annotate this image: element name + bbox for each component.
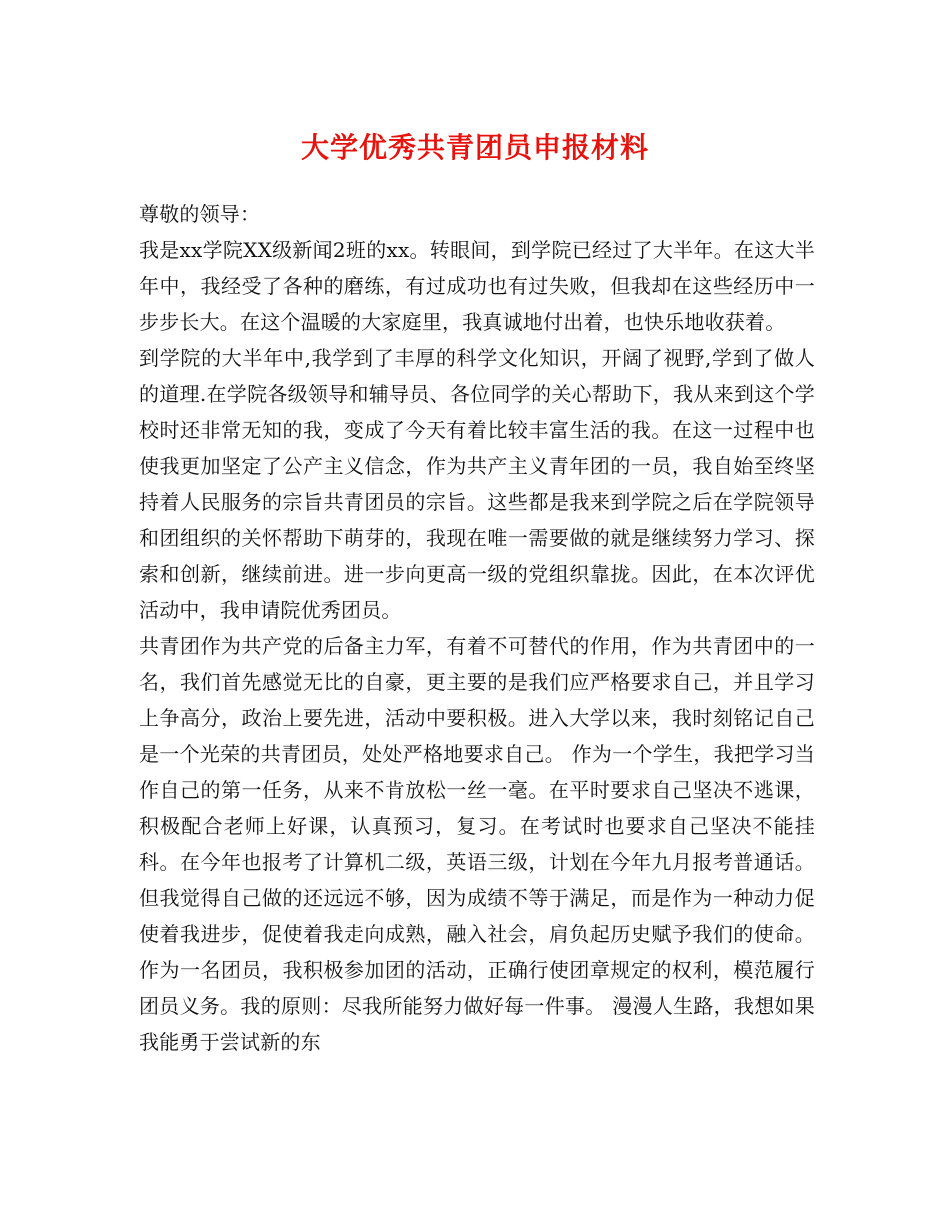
document-body xyxy=(139,196,815,1060)
paragraph-1: 我是xx学院XX级新闻2班的xx。转眼间，到学院已经过了大半年。在这大半年中，我经受了各种的磨练，有过成功也有过失败，但我却在这些经历中一步步长大。在这个温暖的大家庭里，我真诚地付出着，也快乐地收获着。 xyxy=(139,238,815,334)
salutation: 尊敬的领导： xyxy=(139,202,261,226)
paragraph-3: 共青团作为共产党的后备主力军，有着不可替代的作用，作为共青团中的一名，我们首先感觉无比的自豪，更主要的是我们应严格要求自己，并且学习上争高分，政治上要先进，活动中要积极。进入大学以来，我时刻铭记自己是一个光荣的共青团员，处处严格地要求自己。 作为一个学生，我把学习当作自己的第一任务，从来不肯放松一丝一毫。在平时要求自己坚决不逃课，积极配合老师上好课，认真预习，复习。在考试时也要求自己坚决不能挂科。在今年也报考了计算机二级，英语三级，计划在今年九月报考普通话。但我觉得自己做的还远远不够，因为成绩不等于满足，而是作为一种动力促使着我进步，促使着我走向成熟，融入社会，肩负起历史赋予我们的使命。作为一名团员，我积极参加团的活动，正确行使团章规定的权利，模范履行团员义务。我的原则：尽我所能努力做好每一件事。 漫漫人生路，我想如果我能勇于尝试新的东 xyxy=(139,634,815,1054)
document-title: 大学优秀共青团员申报材料 xyxy=(300,131,649,164)
paragraph-2: 到学院的大半年中,我学到了丰厚的科学文化知识，开阔了视野,学到了做人的道理.在学院各级领导和辅导员、各位同学的关心帮助下，我从来到这个学校时还非常无知的我，变成了今天有着比较丰富生活的我。在这一过程中也使我更加坚定了公产主义信念，作为共产主义青年团的一员，我自始至终坚持着人民服务的宗旨共青团员的宗旨。这些都是我来到学院之后在学院领导和团组织的关怀帮助下萌芽的，我现在唯一需要做的就是继续努力学习、探索和创新，继续前进。进一步向更高一级的党组织靠拢。因此，在本次评优活动中，我申请院优秀团员。 xyxy=(139,346,815,622)
